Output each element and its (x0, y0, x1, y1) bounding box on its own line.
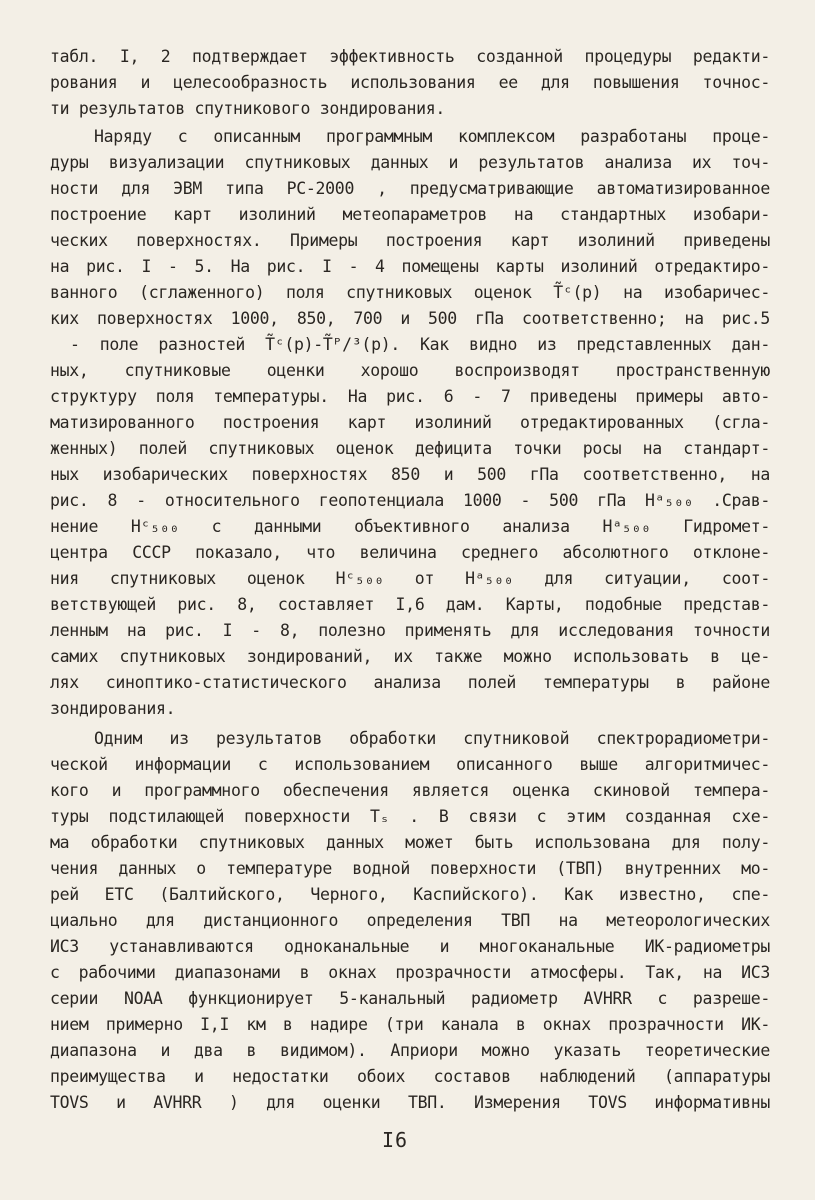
text-line: центра СССР показало, что величина среднего абсолютного отклоне- (50, 543, 770, 562)
text-line: - поле разностей T̃ᶜ(p)-T̃ᴾ/³(p). Как видно из представленных дан- (50, 335, 770, 354)
text-line: ния спутниковых оценок Hᶜ₅₀₀ от Hᵃ₅₀₀ для ситуации, соот- (50, 569, 770, 588)
text-line: ких поверхностях 1000, 850, 700 и 500 гПа соответственно; на рис.5 (50, 309, 770, 328)
text-line: ветствующей рис. 8, составляет I,6 дам. Карты, подобные представ- (50, 595, 770, 614)
text-line: матизированного построения карт изолиний отредактированных (сгла- (50, 413, 770, 432)
text-line: женных) полей спутниковых оценок дефицита точки росы на стандарт- (50, 439, 770, 458)
text-line: зондирования. (50, 699, 176, 718)
text-line: ванного (сглаженного) поля спутниковых оценок T̃ᶜ(p) на изобаричес- (50, 283, 770, 302)
text-line: рей ЕТС (Балтийского, Черного, Каспийского). Как известно, спе- (50, 885, 770, 904)
text-line: рования и целесообразность использования ее для повышения точнос- (50, 73, 770, 92)
text-line: лях синоптико-статистического анализа полей температуры в районе (50, 673, 770, 692)
text-line: ти результатов спутникового зондирования. (50, 99, 445, 118)
text-line: диапазона и два в видимом). Априори можно указать теоретические (50, 1041, 770, 1060)
text-line: циально для дистанционного определения ТВП на метеорологических (50, 911, 770, 930)
page-number: I6 (382, 1128, 409, 1152)
text-line: самих спутниковых зондирований, их также можно использовать в це- (50, 647, 770, 666)
text-line: чения данных о температуре водной поверхности (ТВП) внутренних мо- (50, 859, 770, 878)
text-line: ности для ЭВМ типа PC-2000 , предусматривающие автоматизированное (50, 179, 770, 198)
text-line: нием примерно I,I км в надире (три канала в окнах прозрачности ИК- (50, 1015, 770, 1034)
text-line: туры подстилающей поверхности Tₛ . В связи с этим созданная схе- (50, 807, 770, 826)
text-line: с рабочими диапазонами в окнах прозрачности атмосферы. Так, на ИСЗ (50, 963, 770, 982)
text-line: ИСЗ устанавливаются одноканальные и многоканальные ИК-радиометры (50, 937, 770, 956)
text-line: нение Hᶜ₅₀₀ с данными объективного анализа Hᵃ₅₀₀ Гидромет- (50, 517, 770, 536)
text-line: Одним из результатов обработки спутниковой спектрорадиометри- (94, 729, 770, 748)
text-line: рис. 8 - относительного геопотенциала 1000 - 500 гПа Hᵃ₅₀₀ .Срав- (50, 491, 770, 510)
text-line: преимущества и недостатки обоих составов наблюдений (аппаратуры (50, 1067, 770, 1086)
text-line: на рис. I - 5. На рис. I - 4 помещены карты изолиний отредактиро- (50, 257, 770, 276)
text-line: TOVS и AVHRR ) для оценки ТВП. Измерения TOVS информативны (50, 1093, 770, 1112)
text-line: ческой информации с использованием описанного выше алгоритмичес- (50, 755, 770, 774)
text-line: табл. I, 2 подтверждает эффективность созданной процедуры редакти- (50, 47, 770, 66)
text-line: ных изобарических поверхностях 850 и 500 гПа соответственно, на (50, 465, 770, 484)
text-line: серии NOAA функционирует 5-канальный радиометр AVHRR с разреше- (50, 989, 770, 1008)
text-line: ленным на рис. I - 8, полезно применять для исследования точности (50, 621, 770, 640)
text-line: ма обработки спутниковых данных может быть использована для полу- (50, 833, 770, 852)
text-line: кого и программного обеспечения является оценка скиновой темпера- (50, 781, 770, 800)
text-line: ных, спутниковые оценки хорошо воспроизводят пространственную (50, 361, 770, 380)
text-line: построение карт изолиний метеопараметров на стандартных изобари- (50, 205, 770, 224)
text-line: Наряду с описанным программным комплексом разработаны проце- (94, 127, 770, 146)
document-page (50, 44, 770, 1144)
text-line: дуры визуализации спутниковых данных и результатов анализа их точ- (50, 153, 770, 172)
text-line: структуру поля температуры. На рис. 6 - 7 приведены примеры авто- (50, 387, 770, 406)
text-line: ческих поверхностях. Примеры построения карт изолиний приведены (50, 231, 770, 250)
